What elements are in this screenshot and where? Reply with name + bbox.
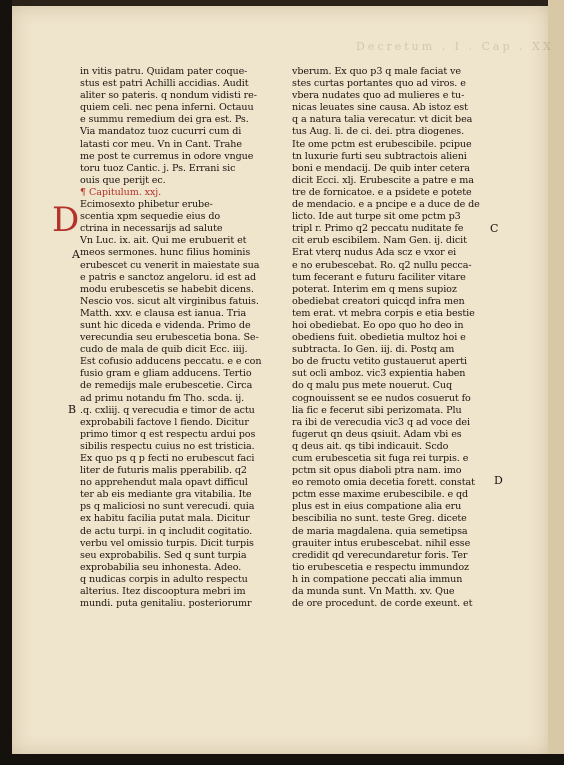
text-line: q nudicas corpis in adulto respectu [80, 573, 248, 585]
text-line: toru tuoz Cantic. j. Ps. Errani sic [80, 162, 236, 174]
text-line: poterat. Interim em q mens supioz [292, 283, 457, 295]
text-line: h in compatione peccati alia immun [292, 573, 463, 585]
text-line: q a natura talia verecatur. vt dicit bea [292, 114, 473, 126]
text-line: plus est in eius compatione alia eru [292, 501, 462, 513]
text-line: ter ab eis mediante gra vitabilia. Ite [80, 489, 252, 501]
text-line: sunt hic diceda e videnda. Primo de [80, 319, 251, 331]
text-line: ad primu notandu fm Tho. scda. ij. [80, 392, 245, 404]
text-line: tum fecerant e futuru faciliter vitare [292, 271, 466, 283]
text-line: Est cofusio adducens peccatu. e e con [80, 356, 262, 368]
text-line: da munda sunt. Vn Matth. xv. Que [292, 586, 455, 598]
text-line: Erat vterq nudus Ada scz e vxor ei [292, 247, 457, 259]
text-line: me post te curremus in odore vngue [80, 150, 254, 162]
text-line: boni e mendacij. De quib inter cetera [292, 162, 470, 174]
text-line: e patris e sanctoz angeloru. id est ad [80, 271, 256, 283]
text-line: Ex quo ps q p fecti no erubescut faci [80, 453, 255, 464]
text-line: exprobabilia seu inhonesta. Adeo. [80, 561, 242, 573]
text-line: nicas leuates sine causa. Ab istoz est [292, 102, 468, 114]
text-line: de remedijs male erubescetie. Circa [80, 380, 253, 392]
text-line: lia fic e fecerut sibi perizomata. Plu [292, 404, 462, 416]
text-line: tio erubescetia e respectu immundoz [292, 561, 469, 573]
scan-border-bottom [0, 754, 564, 765]
text-line: Ecimosexto phibetur erube- [80, 199, 213, 211]
text-line: hoi obediebat. Eo opo quo ho deo in [292, 319, 464, 331]
text-line: bescibilia no sunt. teste Greg. dicete [292, 513, 467, 525]
text-line: mundi. puta genitaliu. posteriorumr [80, 598, 252, 610]
text-line: stes curtas portantes quo ad viros. e [292, 78, 466, 90]
text-line: latasti cor meu. Vn in Cant. Trahe [80, 138, 242, 150]
text-line: liter de futuris malis pperabilib. q2 [80, 465, 247, 477]
text-line: tus Aug. li. de ci. dei. ptra diogenes. [292, 126, 465, 138]
text-line: alterius. Itez discooptura mebri im [80, 586, 246, 598]
text-line: cudo de mala de quib dicit Ecc. iiij. [80, 344, 248, 356]
text-line: quiem celi. nec pena inferni. Octauu [80, 102, 254, 114]
text-line: cit erub escibilem. Nam Gen. ij. dicit [292, 235, 467, 247]
text-line: Via mandatoz tuoz cucurri cum di [80, 126, 242, 138]
text-line: stus est patri Achilli accidias. Audit [80, 78, 249, 90]
scan-border-left [0, 0, 12, 765]
text-line: dicit Ecci. xlj. Erubescite a patre e ma [292, 174, 474, 186]
text-line: seu exprobabilis. Sed q sunt turpia [80, 549, 247, 561]
text-line: e summu remedium dei gra est. Ps. [80, 114, 249, 126]
text-line: obediens fuit. obedietia multoz hoi e [292, 332, 466, 344]
text-line: q deus ait. qs tibi indicauit. Scdo [292, 440, 449, 452]
text-line: aliter so pateris. q nondum vidisti re- [80, 90, 257, 102]
text-line: do q malu pus mete nouerut. Cuq [292, 380, 453, 392]
text-line: tre de fornicatoe. e a psidete e potete [292, 186, 472, 198]
text-line: modu erubescetis se habebit dicens. [80, 283, 254, 295]
text-line: sut ocli amboz. vic3 expientia haben [292, 368, 466, 380]
text-line: e no erubescebat. Ro. q2 nullu pecca- [292, 259, 472, 271]
text-line: obediebat creatori quicqd infra men [292, 295, 465, 307]
text-line: de mendacio. e a pncipe e a duce de de [292, 199, 480, 211]
text-line: credidit qd verecundaretur foris. Ter [292, 549, 468, 561]
right-text-column [292, 66, 502, 610]
text-line: licto. Ide aut turpe sit ome pctm p3 [292, 211, 461, 223]
text-line: subtracta. Io Gen. iij. di. Postq am [292, 344, 455, 356]
text-line: vberum. Ex quo p3 q male faciat ve [292, 66, 461, 77]
left-text-column [80, 66, 290, 610]
margin-letter-a: A [72, 248, 80, 261]
text-line: Ite ome pctm est erubescibile. pcipue [292, 138, 472, 150]
text-line: ra ibi de verecudia vic3 q ad voce dei [292, 416, 470, 428]
text-line: de actu turpi. in q includit cogitatio. [80, 525, 253, 537]
text-line: bo de fructu vetito gustauerut aperti [292, 356, 468, 368]
text-line: verecundia seu erubescetia bona. Se- [80, 332, 259, 344]
bleed-through-heading: Decretum . I . Cap . XX [356, 40, 554, 53]
text-line: no apprehendut mala opavt difficul [80, 477, 248, 489]
text-line: de ore procedunt. de corde exeunt. et [292, 598, 473, 610]
text-line: tripl r. Primo q2 peccatu nuditate fe [292, 223, 464, 235]
text-line: .q. cxliij. q verecudia e timor de actu [80, 404, 255, 416]
text-line: verbu vel omissio turpis. Dicit turpis [80, 537, 254, 549]
text-line: tn luxurie furti seu subtractois alieni [292, 150, 467, 162]
text-line: Vn Luc. ix. ait. Qui me erubuerit et [80, 235, 247, 247]
margin-letter-c: C [490, 222, 499, 235]
decorated-initial-d: D [52, 200, 80, 240]
text-line: in vitis patru. Quidam pater coque- [80, 66, 248, 77]
margin-letter-d: D [494, 474, 503, 487]
text-line: vbera nudates quo ad mulieres e tu- [292, 90, 465, 102]
text-line: pctm esse maxime erubescibile. e qd [292, 489, 469, 501]
text-line: meos sermones. hunc filius hominis [80, 247, 251, 259]
text-line: fugerut qn deus qsiuit. Adam vbi es [292, 428, 462, 440]
margin-letter-b: B [68, 403, 77, 416]
text-line: Matth. xxv. e clausa est ianua. Tria [80, 307, 247, 319]
text-line: erubescet cu venerit in maiestate sua [80, 259, 260, 271]
text-line: primo timor q est respectu ardui pos [80, 428, 256, 440]
text-line: sibilis respectu cuius no est tristicia. [80, 440, 255, 452]
text-line: cognouissent se ee nudos cosuerut fo [292, 392, 471, 404]
text-line: tem erat. vt mebra corpis e etia bestie [292, 307, 475, 319]
text-line: exprobabili factove l fiendo. Dicitur [80, 416, 249, 428]
text-line: pctm sit opus diaboli ptra nam. imo [292, 465, 462, 477]
text-line: cum erubescetia sit fuga rei turpis. e [292, 453, 469, 464]
facing-page-edge [548, 0, 564, 765]
text-line: scentia xpm sequedie eius do [80, 211, 221, 223]
text-line: eo remoto omia decetia forett. constat [292, 477, 475, 489]
text-line: Nescio vos. sicut alt virginibus fatuis. [80, 295, 259, 307]
text-line: ¶ Capitulum. xxj. [80, 186, 162, 198]
text-line: ps q maliciosi no sunt verecudi. quia [80, 501, 255, 513]
text-line: ouis que perijt ec. [80, 174, 166, 186]
text-line: de maria magdalena. quia semetipsa [292, 525, 468, 537]
text-line: fusio gram e gliam adducens. Tertio [80, 368, 252, 380]
text-line: grauiter intus erubescebat. nihil esse [292, 537, 471, 549]
text-line: ctrina in necessarijs ad salute [80, 223, 223, 235]
text-line: ex habitu facilia putat mala. Dicitur [80, 513, 250, 525]
